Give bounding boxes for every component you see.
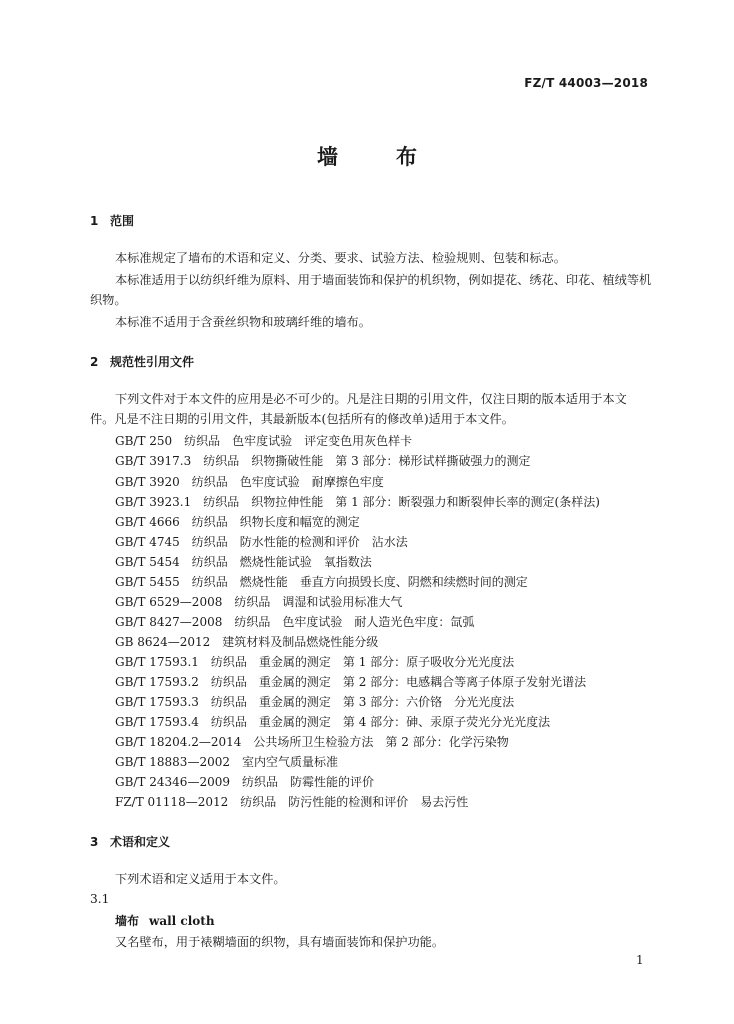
reference-item: GB/T 6529—2008 纺织品 调湿和试验用标准大气 [115, 595, 403, 609]
reference-item: GB/T 3917.3 纺织品 织物撕破性能 第 3 部分：梯形试样撕破强力的测定 [115, 454, 531, 468]
term-definition: 又名壁布，用于裱糊墙面的织物，具有墙面装饰和保护功能。 [115, 935, 445, 949]
term-chinese: 墙布 [115, 914, 140, 928]
reference-item: GB/T 8427—2008 纺织品 色牢度试验 耐人造光色牢度：氙弧 [115, 615, 475, 629]
section-number: 3 [90, 835, 99, 849]
reference-item: GB/T 17593.3 纺织品 重金属的测定 第 3 部分：六价铬 分光光度法 [115, 695, 515, 709]
title-char-2: 布 [396, 145, 417, 169]
reference-item: FZ/T 01118—2012 纺织品 防污性能的检测和评价 易去污性 [115, 795, 469, 809]
paragraph-continuation: 织物。 [90, 293, 127, 307]
reference-item: GB/T 250 纺织品 色牢度试验 评定变色用灰色样卡 [115, 434, 413, 448]
reference-item: GB/T 3920 纺织品 色牢度试验 耐摩擦色牢度 [115, 475, 384, 489]
reference-item: GB/T 5455 纺织品 燃烧性能 垂直方向损毁长度、阴燃和续燃时间的测定 [115, 575, 528, 589]
reference-item: GB/T 18883—2002 室内空气质量标准 [115, 755, 338, 769]
page-number: 1 [636, 953, 644, 967]
title-char-1: 墙 [317, 145, 338, 169]
reference-item: GB/T 24346—2009 纺织品 防霉性能的评价 [115, 775, 374, 789]
section-heading-terms [90, 833, 170, 850]
reference-item: GB/T 17593.4 纺织品 重金属的测定 第 4 部分：砷、汞原子荧光分光光度法 [115, 715, 551, 729]
paragraph: 下列文件对于本文件的应用是必不可少的。凡是注日期的引用文件，仅注日期的版本适用于本文 [115, 392, 627, 406]
reference-item: GB/T 17593.2 纺织品 重金属的测定 第 2 部分：电感耦合等离子体原子发射光谱法 [115, 675, 587, 689]
term-entry [115, 912, 215, 929]
document-title [0, 141, 734, 171]
subsection-number: 3.1 [90, 892, 110, 906]
section-number: 2 [90, 355, 99, 369]
term-english: wall cloth [149, 914, 215, 928]
section-title: 规范性引用文件 [110, 355, 195, 369]
paragraph: 下列术语和定义适用于本文件。 [115, 872, 286, 886]
section-heading-scope [90, 212, 134, 229]
paragraph: 本标准不适用于含蚕丝织物和玻璃纤维的墙布。 [115, 315, 371, 329]
reference-item: GB 8624—2012 建筑材料及制品燃烧性能分级 [115, 635, 379, 649]
reference-item: GB/T 4666 纺织品 织物长度和幅宽的测定 [115, 515, 360, 529]
paragraph-continuation: 件。凡是不注日期的引用文件，其最新版本(包括所有的修改单)适用于本文件。 [90, 412, 514, 426]
paragraph: 本标准规定了墙布的术语和定义、分类、要求、试验方法、检验规则、包装和标志。 [115, 251, 566, 265]
reference-item: GB/T 4745 纺织品 防水性能的检测和评价 沾水法 [115, 535, 408, 549]
reference-item: GB/T 3923.1 纺织品 织物拉伸性能 第 1 部分：断裂强力和断裂伸长率的测定(条样法) [115, 495, 600, 509]
section-heading-refs [90, 353, 194, 370]
standard-number: FZ/T 44003—2018 [524, 76, 648, 90]
section-title: 范围 [110, 214, 135, 228]
paragraph: 本标准适用于以纺织纤维为原料、用于墙面装饰和保护的机织物，例如提花、绣花、印花、植绒等机 [115, 273, 652, 287]
reference-item: GB/T 5454 纺织品 燃烧性能试验 氧指数法 [115, 555, 372, 569]
reference-item: GB/T 18204.2—2014 公共场所卫生检验方法 第 2 部分：化学污染物 [115, 735, 509, 749]
section-number: 1 [90, 214, 99, 228]
section-title: 术语和定义 [110, 835, 171, 849]
reference-item: GB/T 17593.1 纺织品 重金属的测定 第 1 部分：原子吸收分光光度法 [115, 655, 515, 669]
